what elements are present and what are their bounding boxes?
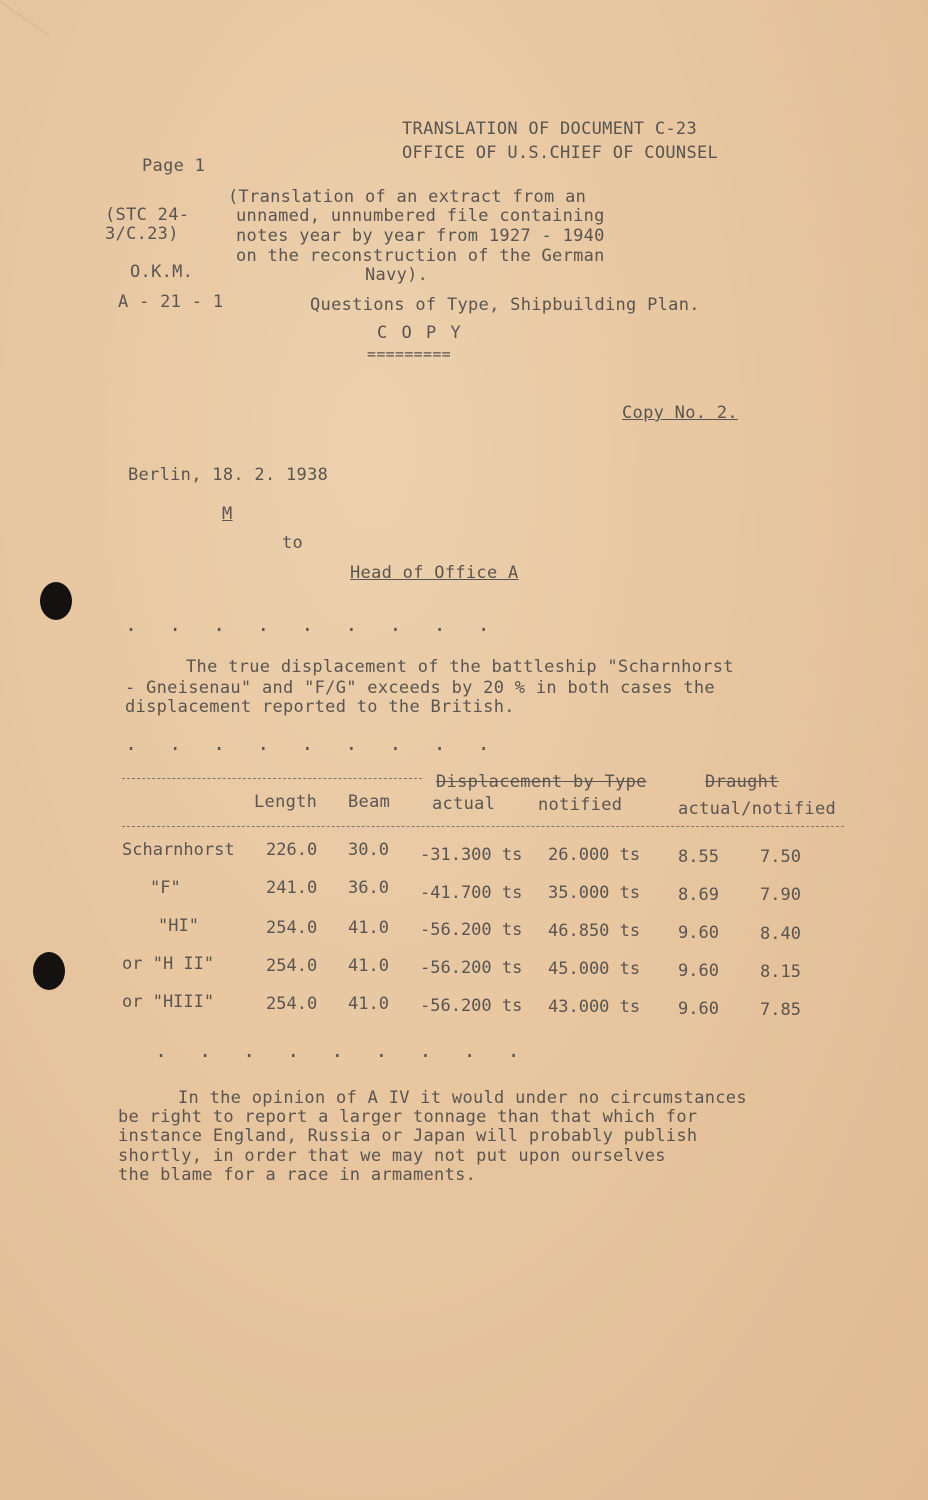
row-draught-notified: 8.40 [760, 924, 801, 944]
para2-line-1: In the opinion of A IV it would under no circumstances [178, 1088, 747, 1108]
row-name: Scharnhorst [122, 840, 235, 860]
header-line-2: OFFICE OF U.S.CHIEF OF COUNSEL [402, 143, 719, 163]
para1-line-1: The true displacement of the battleship "Scharnhorst [186, 657, 734, 677]
para1-line-2: - Gneisenau" and "F/G" exceeds by 20 % in both cases the [125, 678, 715, 698]
translation-note-line-5: Navy). [365, 265, 429, 285]
reference-number: A - 21 - 1 [118, 292, 224, 312]
row-draught-actual: 8.69 [678, 885, 719, 905]
row-actual: -56.200 ts [420, 996, 523, 1016]
row-length: 254.0 [266, 956, 318, 976]
row-draught-actual: 9.60 [678, 999, 719, 1019]
table-header-rule [122, 826, 844, 827]
col-beam: Beam [348, 792, 391, 812]
subject-line: Questions of Type, Shipbuilding Plan. [310, 295, 700, 315]
row-beam: 41.0 [348, 918, 389, 938]
para1-line-3: displacement reported to the British. [125, 697, 515, 717]
row-notified: 26.000 ts [548, 845, 641, 865]
translation-note-line-4: on the reconstruction of the German [236, 246, 605, 266]
okm-label: O.K.M. [130, 262, 194, 282]
ellipsis-1: . . . . . . . . . [125, 612, 500, 636]
copy-underline: ========= [367, 345, 451, 363]
row-actual: -31.300 ts [420, 845, 523, 865]
sender: M [222, 504, 233, 524]
row-draught-actual: 8.55 [678, 847, 719, 867]
row-beam: 41.0 [348, 956, 389, 976]
punch-hole-bottom [33, 952, 65, 990]
col-notified: notified [538, 795, 623, 815]
punch-hole-top [40, 582, 72, 620]
row-name: or "H II" [122, 954, 215, 974]
copy-title: C O P Y [377, 323, 463, 343]
para2-line-4: shortly, in order that we may not put upon ourselves [118, 1146, 666, 1166]
row-draught-notified: 7.85 [760, 1000, 801, 1020]
para2-line-3: instance England, Russia or Japan will probably publish [118, 1126, 698, 1146]
row-length: 241.0 [266, 878, 318, 898]
row-draught-notified: 7.90 [760, 885, 801, 905]
ellipsis-2: . . . . . . . . . [125, 731, 500, 755]
row-beam: 30.0 [348, 840, 389, 860]
header-draught: Draught [705, 772, 779, 792]
corner-crease [0, 0, 49, 36]
col-draught-actual-notified: actual/notified [678, 799, 837, 819]
margin-note-line-2: 3/C.23) [105, 224, 179, 244]
row-draught-actual: 9.60 [678, 923, 719, 943]
row-draught-notified: 7.50 [760, 847, 801, 867]
margin-note-line-1: (STC 24- [105, 205, 190, 225]
translation-note-line-2: unnamed, unnumbered file containing [236, 206, 605, 226]
row-name: "HI" [158, 916, 199, 936]
row-length: 254.0 [266, 918, 318, 938]
row-notified: 35.000 ts [548, 883, 641, 903]
row-name: "F" [150, 878, 181, 898]
date-line: Berlin, 18. 2. 1938 [128, 465, 329, 485]
row-actual: -41.700 ts [420, 883, 523, 903]
row-length: 254.0 [266, 994, 318, 1014]
ellipsis-3: . . . . . . . . . [155, 1038, 530, 1062]
col-actual: actual [432, 794, 496, 814]
row-draught-actual: 9.60 [678, 961, 719, 981]
row-beam: 36.0 [348, 878, 389, 898]
row-actual: -56.200 ts [420, 958, 523, 978]
row-beam: 41.0 [348, 994, 389, 1014]
to-label: to [282, 533, 304, 553]
header-line-1: TRANSLATION OF DOCUMENT C-23 [402, 119, 697, 139]
header-displacement: Displacement by Type [436, 772, 647, 792]
row-draught-notified: 8.15 [760, 962, 801, 982]
row-notified: 46.850 ts [548, 921, 641, 941]
para2-line-2: be right to report a larger tonnage than that which for [118, 1107, 698, 1127]
table-top-rule [122, 778, 422, 779]
row-length: 226.0 [266, 840, 318, 860]
col-length: Length [254, 792, 318, 812]
translation-note-line-3: notes year by year from 1927 - 1940 [236, 226, 605, 246]
row-notified: 43.000 ts [548, 997, 641, 1017]
recipient: Head of Office A [350, 563, 519, 583]
copy-number: Copy No. 2. [622, 403, 738, 423]
para2-line-5: the blame for a race in armaments. [118, 1165, 477, 1185]
row-actual: -56.200 ts [420, 920, 523, 940]
translation-note-line-1: (Translation of an extract from an [228, 187, 587, 207]
page-label: Page 1 [142, 156, 206, 176]
row-name: or "HIII" [122, 992, 215, 1012]
row-notified: 45.000 ts [548, 959, 641, 979]
